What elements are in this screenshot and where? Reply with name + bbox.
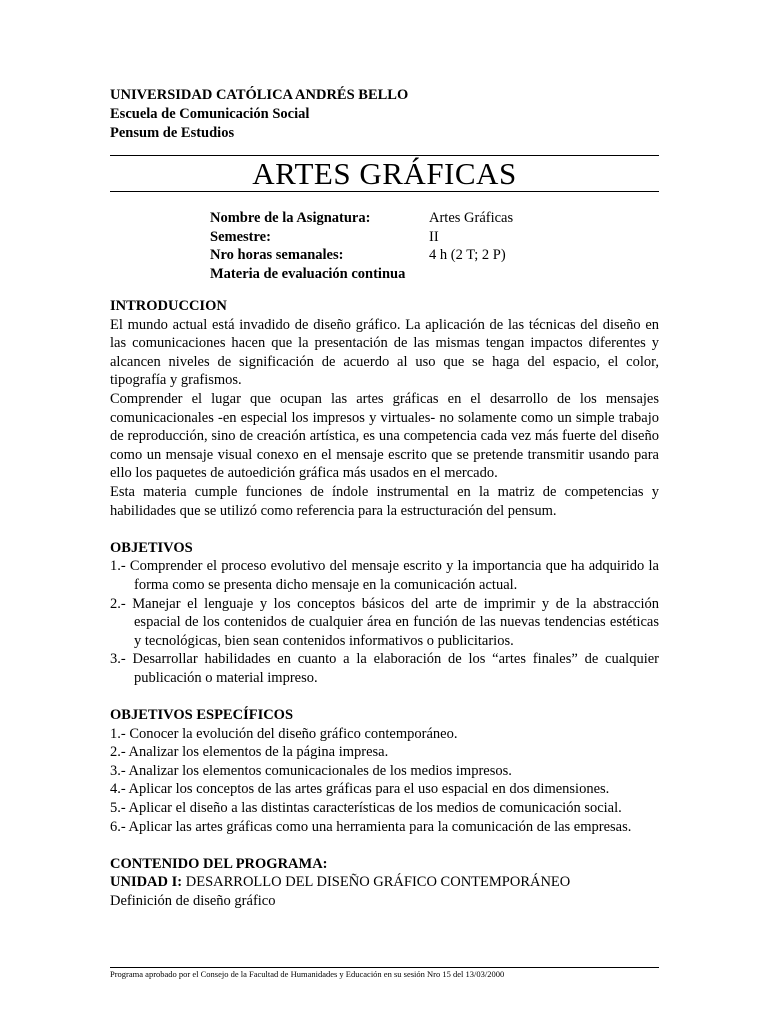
university-name: UNIVERSIDAD CATÓLICA ANDRÉS BELLO — [110, 87, 409, 103]
objective-item: 3.- Desarrollar habilidades en cuanto a la elaboración de los “artes finales” de cualquier publicación o material impreso. — [110, 651, 659, 686]
intro-paragraph: Esta materia cumple funciones de índole instrumental en la matriz de competencias y habilidades que se utilizó como referencia para la estructuración del pensum. — [110, 483, 659, 519]
specific-objective-item: 1.- Conocer la evolución del diseño gráfico contemporáneo. — [110, 725, 458, 742]
specific-objective-item: 6.- Aplicar las artes gráficas como una herramienta para la comunicación de las empresas. — [110, 818, 632, 835]
course-info — [210, 209, 513, 283]
section-heading-introduccion: INTRODUCCION — [110, 298, 227, 314]
info-label: Materia de evaluación continua — [210, 265, 406, 282]
section-heading-contenido: CONTENIDO DEL PROGRAMA: — [110, 855, 328, 872]
unit-label: UNIDAD I: — [110, 874, 183, 891]
footer-rule — [110, 967, 659, 968]
footer-note: Programa aprobado por el Consejo de la Facultad de Humanidades y Educación en su sesión Nro 15 del 13/03/2000 — [110, 969, 505, 979]
intro-paragraph: El mundo actual está invadido de diseño gráfico. La aplicación de las técnicas del diseño en las comunicaciones hacen que la presentación de las mismas tengan impactos diferentes y alcancen niveles de significación de acuerdo al uso que se haga del espacio, el color, tipografía y grafismos. — [110, 316, 659, 389]
unit-title: DESARROLLO DEL DISEÑO GRÁFICO CONTEMPORÁNEO — [185, 874, 571, 891]
info-row-evaluation — [210, 265, 513, 284]
specific-objective-item: 3.- Analizar los elementos comunicacionales de los medios impresos. — [110, 762, 512, 779]
info-row-hours — [210, 246, 513, 265]
specific-objective-item: 2.- Analizar los elementos de la página impresa. — [110, 744, 389, 761]
info-label: Nro horas semanales: — [210, 247, 344, 263]
school-name: Escuela de Comunicación Social — [110, 106, 310, 122]
info-value: 4 h (2 T; 2 P) — [429, 247, 506, 263]
info-row-semester — [210, 228, 513, 247]
specific-objective-item: 4.- Aplicar los conceptos de las artes gráficas para el uso espacial en dos dimensiones. — [110, 781, 610, 798]
objective-item: 2.- Manejar el lenguaje y los conceptos básicos del arte de imprimir y de la abstracción espacial de los contenidos de cualquier área en función de las nuevas tendencias estéticas y tecnológicas, bien sean contenidos informativos o publicitarios. — [110, 595, 659, 649]
topic-item: Definición de diseño gráfico — [110, 893, 276, 909]
info-label: Semestre: — [210, 228, 271, 245]
info-value: II — [429, 228, 439, 245]
section-heading-objetivos-especificos: OBJETIVOS ESPECÍFICOS — [110, 707, 294, 724]
specific-objective-item: 5.- Aplicar el diseño a las distintas características de los medios de comunicación social. — [110, 800, 622, 817]
info-value: Artes Gráficas — [429, 210, 514, 226]
info-row-name — [210, 209, 513, 228]
info-label: Nombre de la Asignatura: — [210, 210, 371, 226]
title-bottom-rule — [110, 191, 659, 192]
course-title: ARTES GRÁFICAS — [252, 156, 517, 191]
section-heading-objetivos: OBJETIVOS — [110, 539, 193, 556]
document-header — [110, 86, 408, 143]
intro-paragraph: Comprender el lugar que ocupan las artes gráficas en el desarrollo de los mensajes comunicacionales -en especial los impresos y virtuales- no solamente como un simple trabajo de reproducción, sino de creación artística, es una competencia cada vez más fuerte del diseño como un mensaje visual conexo en el mensaje escrito que se pretende transmitir usando para ello los paquetes de autoedición gráfica más usados en el mercado. — [110, 390, 659, 482]
objective-item: 1.- Comprender el proceso evolutivo del mensaje escrito y la importancia que ha adquirido la forma como se presenta dicho mensaje en la comunicación actual. — [110, 558, 659, 593]
document-body — [110, 297, 659, 911]
document-type: Pensum de Estudios — [110, 125, 235, 141]
unit-heading — [110, 873, 659, 892]
